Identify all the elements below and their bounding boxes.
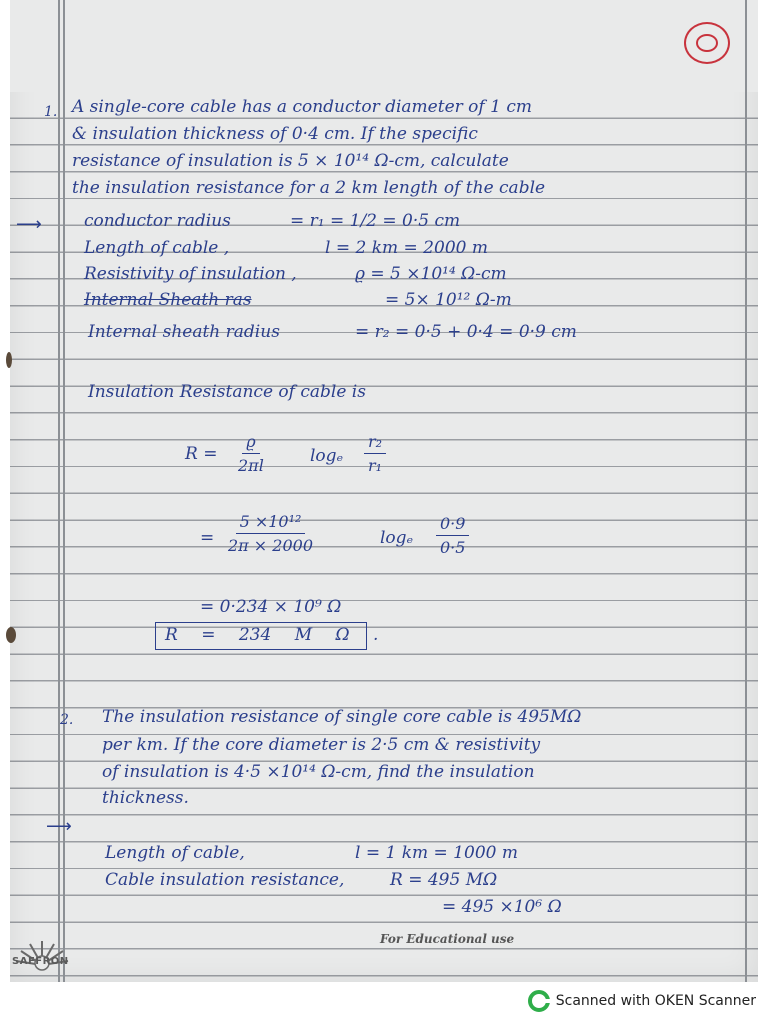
saffron-sunburst-icon [12,928,72,976]
fraction-denominator: 0·5 [440,538,466,557]
formula-lhs: R = [185,444,218,464]
notebook-page [10,0,758,982]
given-value: = r₁ = 1/2 = 0·5 cm [290,211,461,231]
fraction-numerator: ϱ [242,432,259,454]
given-label: Internal sheath radius [88,322,280,342]
question-2-number: 2. [60,712,74,728]
q1-line-2: & insulation thickness of 0·4 cm. If the specific [72,124,478,144]
arrow-icon: ⟶ [16,214,42,235]
given-label: Resistivity of insulation , [84,264,297,284]
red-circle-stamp-icon [684,22,730,64]
binder-hole [6,352,12,368]
fraction [436,514,469,557]
fraction-denominator: 2πl [238,456,264,475]
fraction [238,432,264,475]
stamp-inner-icon [696,34,718,52]
final-answer: R = 234 M Ω . [165,625,379,645]
oken-scanner-icon [528,990,550,1012]
given-value: l = 2 km = 2000 m [325,238,488,258]
fraction-numerator: 0·9 [436,514,469,536]
given-label: Length of cable , [84,238,230,258]
saffron-logo-text: SAFFRON [12,956,69,967]
step-result: = 0·234 × 10⁹ Ω [200,597,342,617]
page-header-area [10,0,758,92]
given-label: Cable insulation resistance, [105,870,345,890]
fraction [364,432,386,475]
log-term: logₑ [380,528,414,548]
margin-line-end [745,0,747,982]
fraction-denominator: r₁ [368,456,383,475]
q2-line-2: per km. If the core diameter is 2·5 cm & resistivity [102,735,541,755]
given-value: l = 1 km = 1000 m [355,843,518,863]
q2-line-1: The insulation resistance of single core cable is 495MΩ [102,707,582,727]
equals: = [200,528,215,548]
binder-hole [6,627,16,643]
q1-line-1: A single-core cable has a conductor diameter of 1 cm [72,97,532,117]
footer-note: For Educational use [380,932,515,946]
fraction-numerator: 5 ×10¹² [236,512,306,534]
given-value: ϱ = 5 ×10¹⁴ Ω-cm [355,264,507,284]
given-label: Length of cable, [105,843,245,863]
scanner-text: Scanned with OKEN Scanner [555,993,756,1009]
scanner-watermark [528,990,756,1012]
question-1-number: 1. [44,104,58,120]
q1-line-4: the insulation resistance for a 2 km length of the cable [72,178,546,198]
given-value: R = 495 MΩ [390,870,498,890]
q2-line-4: thickness. [102,788,189,808]
struck-label: Internal Sheath ras [84,290,252,310]
arrow-icon: ⟶ [46,816,72,837]
given-value-cont: = 495 ×10⁶ Ω [442,897,562,917]
given-value: = r₂ = 0·5 + 0·4 = 0·9 cm [355,322,577,342]
section-heading: Insulation Resistance of cable is [88,382,366,402]
fraction [228,512,313,555]
q1-line-3: resistance of insulation is 5 × 10¹⁴ Ω-cm, calculate [72,151,509,171]
given-value: = 5× 10¹² Ω-m [385,290,512,310]
q2-line-3: of insulation is 4·5 ×10¹⁴ Ω-cm, find the insulation [102,762,535,782]
fraction-denominator: 2π × 2000 [228,536,313,555]
given-label: conductor radius [84,211,231,231]
fraction-numerator: r₂ [364,432,386,454]
log-term: logₑ [310,446,344,466]
